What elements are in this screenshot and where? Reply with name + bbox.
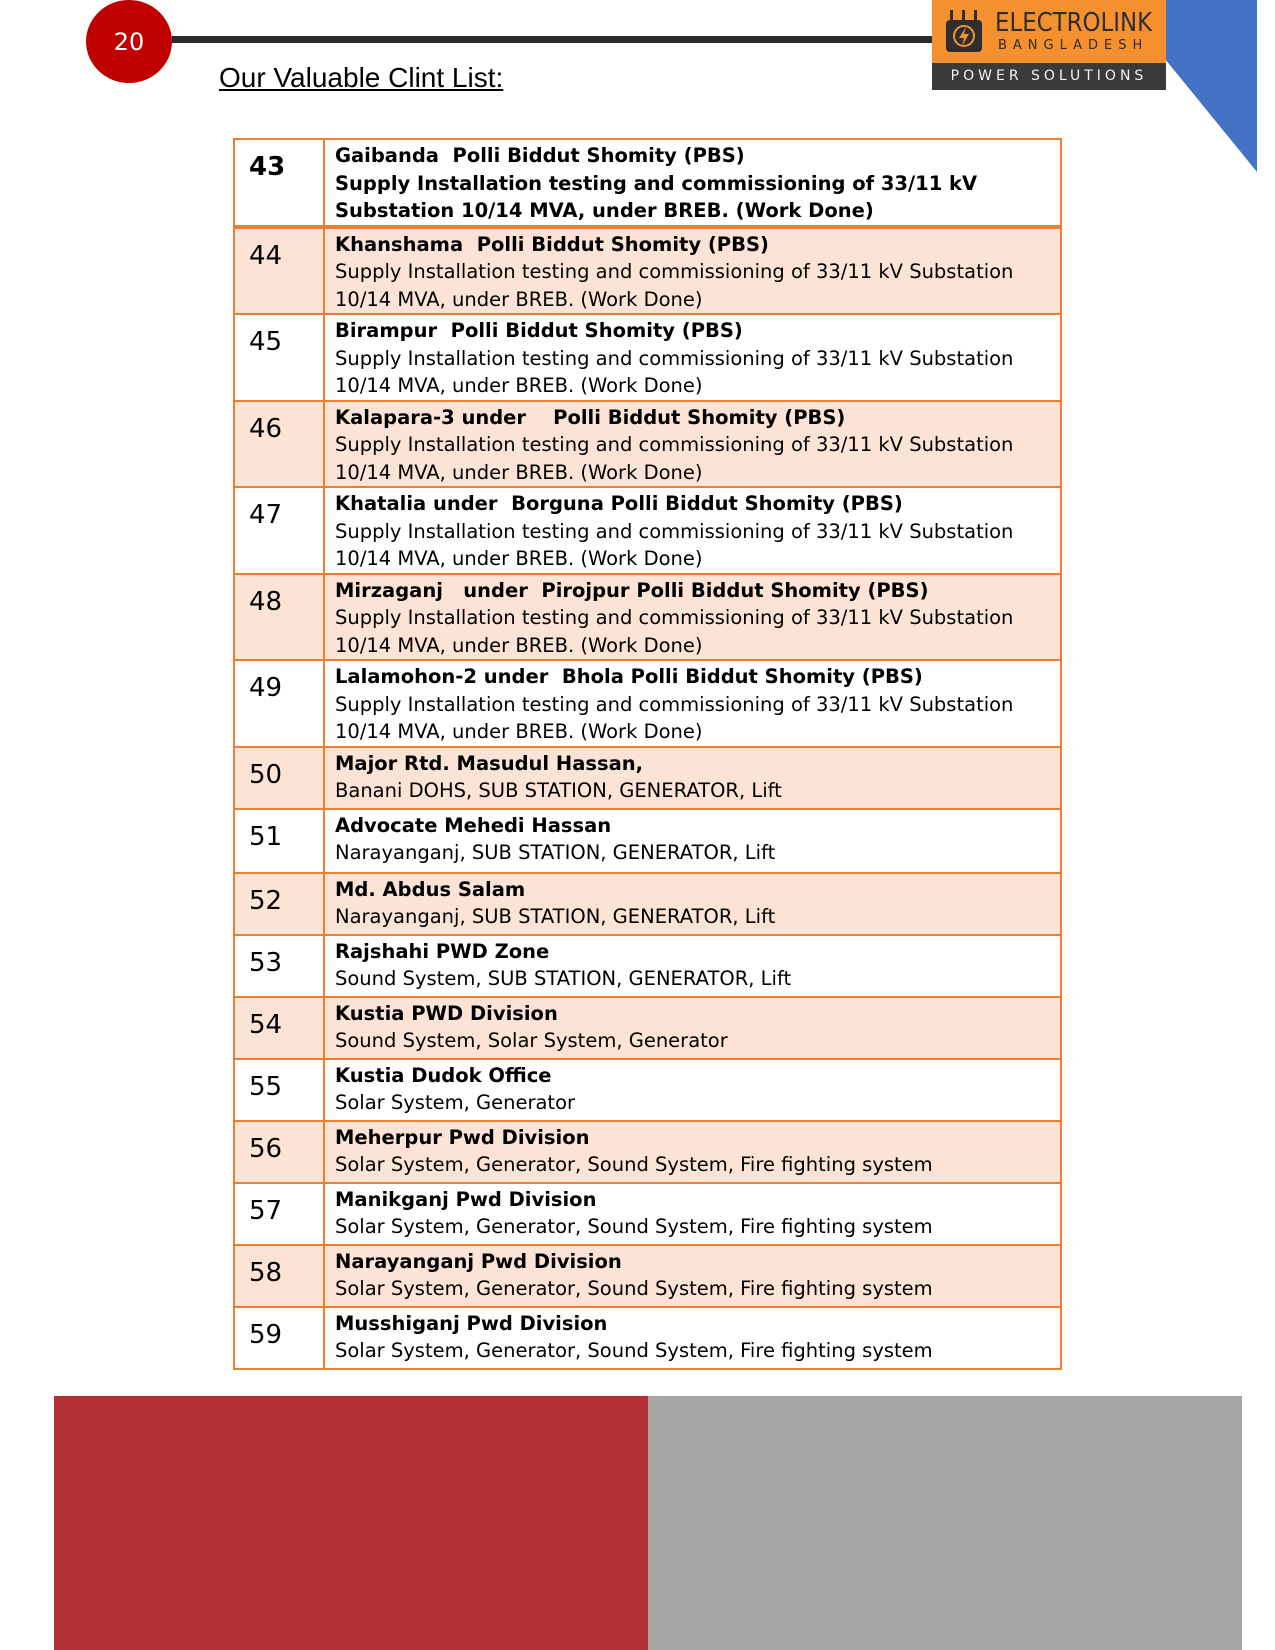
client-cell (324, 314, 1061, 401)
client-detail: Supply Installation testing and commissioning of 33/11 kV Substation 10/14 MVA, under BREB. (Work Done) (335, 606, 1014, 657)
client-detail: Solar System, Generator, Sound System, Fire fighting system (335, 1339, 933, 1362)
client-name: Advocate Mehedi Hassan (335, 813, 612, 837)
logo-banner (932, 0, 1166, 63)
client-detail: Solar System, Generator, Sound System, Fire fighting system (335, 1153, 933, 1176)
client-cell (324, 139, 1061, 227)
client-cell (324, 1307, 1061, 1369)
footer-red-block (54, 1396, 648, 1650)
client-detail: Supply Installation testing and commissioning of 33/11 kV Substation 10/14 MVA, under BREB. (Work Done) (335, 519, 1014, 570)
table-row (234, 1307, 1061, 1369)
page-title: Our Valuable Clint List: (219, 62, 504, 93)
client-number: 58 (234, 1245, 324, 1307)
table-row (234, 227, 1061, 315)
client-number: 45 (234, 314, 324, 401)
client-name: Musshiganj Pwd Division (335, 1311, 608, 1335)
table-row (234, 487, 1061, 574)
table-row (234, 1121, 1061, 1183)
table-row (234, 139, 1061, 227)
table-row (234, 1245, 1061, 1307)
client-name: Md. Abdus Salam (335, 877, 526, 901)
table-row (234, 660, 1061, 747)
client-name: Rajshahi PWD Zone (335, 939, 550, 963)
client-cell (324, 747, 1061, 809)
client-cell (324, 1059, 1061, 1121)
client-detail: Supply Installation testing and commissioning of 33/11 kV Substation 10/14 MVA, under BREB. (Work Done) (335, 346, 1014, 397)
client-detail: Sound System, Solar System, Generator (335, 1029, 728, 1052)
client-number: 50 (234, 747, 324, 809)
client-detail: Solar System, Generator, Sound System, Fire fighting system (335, 1277, 933, 1300)
table-row (234, 401, 1061, 488)
client-detail: Sound System, SUB STATION, GENERATOR, Lift (335, 967, 792, 990)
footer-grey-block (648, 1396, 1242, 1650)
client-name: Lalamohon-2 under Bhola Polli Biddut Shomity (PBS) (335, 665, 923, 688)
client-number: 59 (234, 1307, 324, 1369)
client-name: Kustia Dudok Office (335, 1063, 552, 1087)
client-cell (324, 997, 1061, 1059)
client-name: Meherpur Pwd Division (335, 1125, 590, 1149)
client-number: 55 (234, 1059, 324, 1121)
logo-country: BANGLADESH (998, 38, 1149, 53)
client-name: Khanshama Polli Biddut Shomity (PBS) (335, 232, 769, 256)
client-number: 53 (234, 935, 324, 997)
client-detail: Solar System, Generator (335, 1091, 576, 1114)
logo-tagline: POWER SOLUTIONS (932, 63, 1166, 90)
table-row (234, 747, 1061, 809)
client-detail: Supply Installation testing and commissioning of 33/11 kV Substation 10/14 MVA, under BREB. (Work Done) (335, 433, 1014, 484)
client-detail: Narayanganj, SUB STATION, GENERATOR, Lift (335, 841, 776, 864)
client-detail: Supply Installation testing and commissioning of 33/11 kV Substation 10/14 MVA, under BREB. (Work Done) (335, 171, 978, 222)
client-cell (324, 660, 1061, 747)
client-name: Khatalia under Borguna Polli Biddut Shomity (PBS) (335, 492, 903, 515)
client-detail: Solar System, Generator, Sound System, Fire fighting system (335, 1215, 933, 1238)
power-transformer-icon (944, 10, 984, 54)
client-detail: Supply Installation testing and commissioning of 33/11 kV Substation 10/14 MVA, under BREB. (Work Done) (335, 692, 1014, 743)
client-cell (324, 935, 1061, 997)
table-row (234, 997, 1061, 1059)
company-logo (932, 0, 1166, 90)
client-cell (324, 1183, 1061, 1245)
client-name: Kustia PWD Division (335, 1001, 558, 1025)
client-detail: Narayanganj, SUB STATION, GENERATOR, Lift (335, 905, 776, 928)
client-number: 44 (234, 227, 324, 315)
client-detail: Supply Installation testing and commissioning of 33/11 kV Substation 10/14 MVA, under BREB. (Work Done) (335, 260, 1014, 311)
table-row (234, 809, 1061, 873)
client-name: Birampur Polli Biddut Shomity (PBS) (335, 319, 743, 342)
page-number-badge (86, 0, 172, 83)
client-cell (324, 1245, 1061, 1307)
client-cell (324, 574, 1061, 661)
logo-company-name: ELECTROLINK (995, 8, 1153, 38)
client-number: 51 (234, 809, 324, 873)
client-name: Manikganj Pwd Division (335, 1187, 597, 1211)
table-row (234, 574, 1061, 661)
client-cell (324, 873, 1061, 935)
client-name: Major Rtd. Masudul Hassan, (335, 751, 644, 775)
client-number: 52 (234, 873, 324, 935)
client-cell (324, 487, 1061, 574)
table-row (234, 935, 1061, 997)
client-detail: Banani DOHS, SUB STATION, GENERATOR, Lift (335, 779, 782, 802)
table-row (234, 1059, 1061, 1121)
client-list-table (233, 138, 1062, 1370)
client-cell (324, 401, 1061, 488)
table-row (234, 314, 1061, 401)
client-cell (324, 1121, 1061, 1183)
client-number: 54 (234, 997, 324, 1059)
client-number: 56 (234, 1121, 324, 1183)
client-number: 47 (234, 487, 324, 574)
client-number: 57 (234, 1183, 324, 1245)
client-cell (324, 809, 1061, 873)
client-number: 43 (234, 139, 324, 227)
client-name: Mirzaganj under Pirojpur Polli Biddut Shomity (PBS) (335, 578, 929, 602)
client-number: 49 (234, 660, 324, 747)
client-number: 48 (234, 574, 324, 661)
client-name: Narayanganj Pwd Division (335, 1249, 622, 1273)
client-number: 46 (234, 401, 324, 488)
table-row (234, 1183, 1061, 1245)
client-name: Gaibanda Polli Biddut Shomity (PBS) (335, 144, 745, 167)
table-row (234, 873, 1061, 935)
client-cell (324, 227, 1061, 315)
client-name: Kalapara-3 under Polli Biddut Shomity (PBS) (335, 405, 846, 429)
page-number: 20 (113, 27, 145, 56)
